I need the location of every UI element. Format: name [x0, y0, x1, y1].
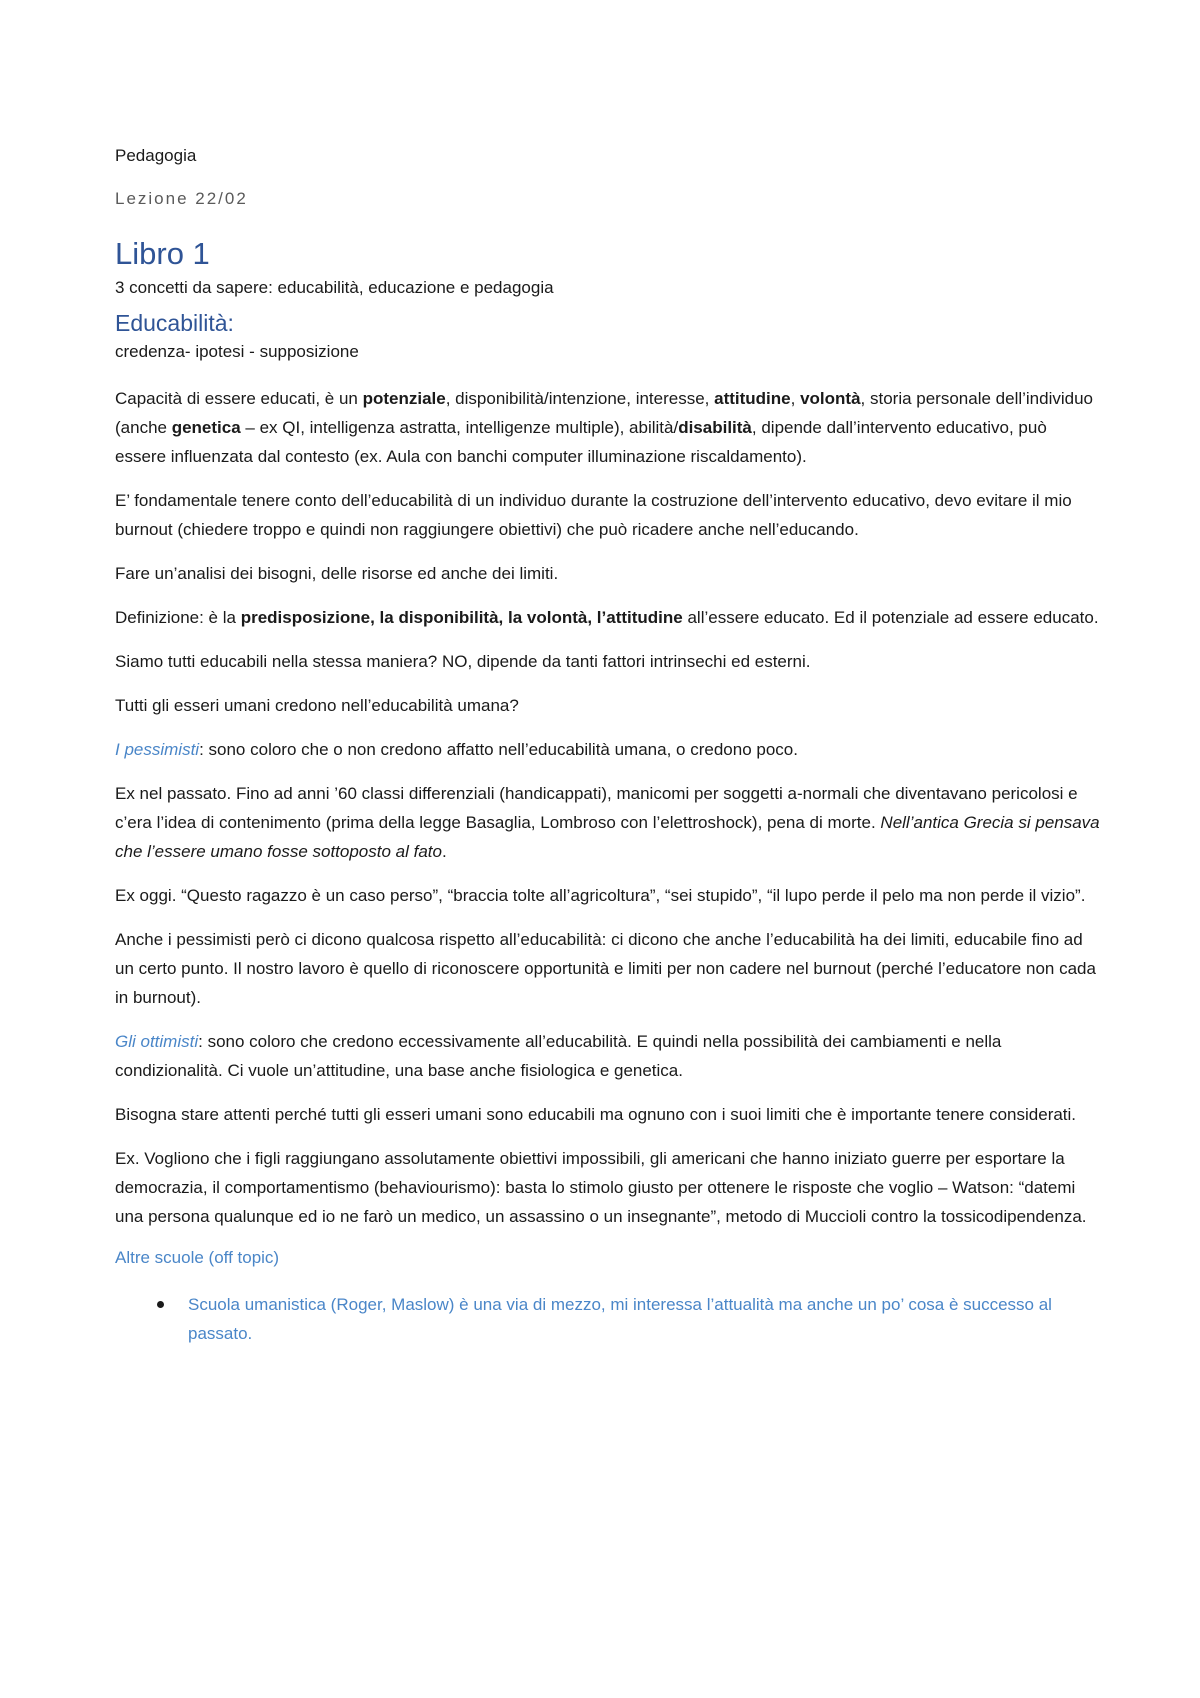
bullet-list — [115, 1290, 1100, 1348]
text-run: , disponibilità/intenzione, interesse, — [445, 389, 715, 408]
paragraph-oggi: Ex oggi. “Questo ragazzo è un caso perso”, “braccia tolte all’agricoltura”, “sei stupido”, “il lupo perde il pelo ma non perde il vizio”. — [115, 886, 1086, 905]
heading-educabilita: Educabilità: — [115, 310, 234, 336]
bold-run: volontà — [800, 389, 861, 408]
text-run: Capacità di essere educati, è un — [115, 389, 363, 408]
paragraph-pessimisti — [115, 735, 1100, 764]
italic-run: Nell’antica Grecia si pensava che l’essere umano fosse sottoposto al fato — [115, 813, 1100, 861]
paragraph-definizione — [115, 603, 1100, 632]
paragraph-anche-pessimisti: Anche i pessimisti però ci dicono qualcosa rispetto all’educabilità: ci dicono che anche l’educabilità ha dei limiti, educabile fino ad un certo punto. Il nostro lavoro è quello di riconoscere opportunità e limiti per non cadere nel burnout (perché l’educatore non cada in burnout). — [115, 930, 1096, 1007]
text-run: . — [441, 842, 447, 861]
document-title: Pedagogia — [115, 146, 197, 165]
paragraph-passato — [115, 779, 1100, 866]
text-run: , storia personale dell’individuo (anche — [115, 389, 1094, 437]
highlight-label: I pessimisti — [115, 740, 200, 759]
highlight-label: Gli ottimisti — [115, 1032, 199, 1051]
bold-run: potenziale — [362, 389, 446, 408]
keywords-line: credenza- ipotesi - supposizione — [115, 342, 359, 361]
heading-libro: Libro 1 — [115, 236, 210, 271]
list-item-text: Scuola umanistica (Roger, Maslow) è una via di mezzo, mi interessa l’attualità ma anche un po’ cosa è successo al passato. — [188, 1295, 1052, 1343]
intro-paragraph: 3 concetti da sapere: educabilità, educazione e pedagogia — [115, 278, 554, 297]
paragraph-ottimisti — [115, 1027, 1100, 1085]
lesson-subtitle: Lezione 22/02 — [115, 189, 248, 208]
text-run: – ex QI, intelligenza astratta, intelligenze multiple), abilità/ — [240, 418, 679, 437]
bold-run: predisposizione, la disponibilità, la volontà, l’attitudine — [240, 608, 683, 627]
paragraph-siamo-tutti: Siamo tutti educabili nella stessa maniera? NO, dipende da tanti fattori intrinsechi ed esterni. — [115, 652, 811, 671]
text-run: Ex nel passato. Fino ad anni ’60 classi differenziali (handicappati), manicomi per soggetti a-normali che diventavano pericolosi e c’era l’idea di contenimento (prima della legge Basaglia, Lombroso con l’elettroshock), pena di morte. — [115, 784, 1078, 832]
bullet-icon — [157, 1301, 164, 1308]
heading-altre-scuole: Altre scuole (off topic) — [115, 1248, 280, 1267]
text-run: , — [790, 389, 801, 408]
bold-run: attitudine — [714, 389, 791, 408]
text-run: : sono coloro che o non credono affatto nell’educabilità umana, o credono poco. — [199, 740, 798, 759]
bold-run: genetica — [171, 418, 241, 437]
text-run: Definizione: è la — [115, 608, 241, 627]
paragraph-capacita — [115, 384, 1100, 471]
paragraph-fondamentale: E’ fondamentale tenere conto dell’educabilità di un individuo durante la costruzione dell’intervento educativo, devo evitare il mio burnout (chiedere troppo e quindi non raggiungere obiettivi) che può ricadere anche nell’educando. — [115, 491, 1072, 539]
paragraph-tutti-gli-esseri: Tutti gli esseri umani credono nell’educabilità umana? — [115, 696, 519, 715]
text-run: : sono coloro che credono eccessivamente all’educabilità. E quindi nella possibilità dei cambiamenti e nella condizionalità. Ci vuole un’attitudine, una base anche fisiologica e genetica. — [115, 1032, 1002, 1080]
paragraph-bisogna: Bisogna stare attenti perché tutti gli esseri umani sono educabili ma ognuno con i suoi limiti che è importante tenere considerati. — [115, 1105, 1077, 1124]
paragraph-analisi: Fare un’analisi dei bisogni, delle risorse ed anche dei limiti. — [115, 564, 559, 583]
text-run: , dipende dall’intervento educativo, può essere influenzata dal contesto (ex. Aula con banchi computer illuminazione riscaldamento). — [115, 418, 1047, 466]
bold-run: disabilità — [678, 418, 752, 437]
paragraph-esempi: Ex. Vogliono che i figli raggiungano assolutamente obiettivi impossibili, gli americani che hanno iniziato guerre per esportare la democrazia, il comportamentismo (behaviourismo): basta lo stimolo giusto per ottenere le risposte che voglio – Watson: “datemi una persona qualunque ed io ne farò un medico, un assassino o un insegnante”, metodo di Muccioli contro la tossicodipendenza. — [115, 1149, 1087, 1226]
text-run: all’essere educato. Ed il potenziale ad essere educato. — [682, 608, 1099, 627]
list-item — [115, 1290, 1100, 1348]
